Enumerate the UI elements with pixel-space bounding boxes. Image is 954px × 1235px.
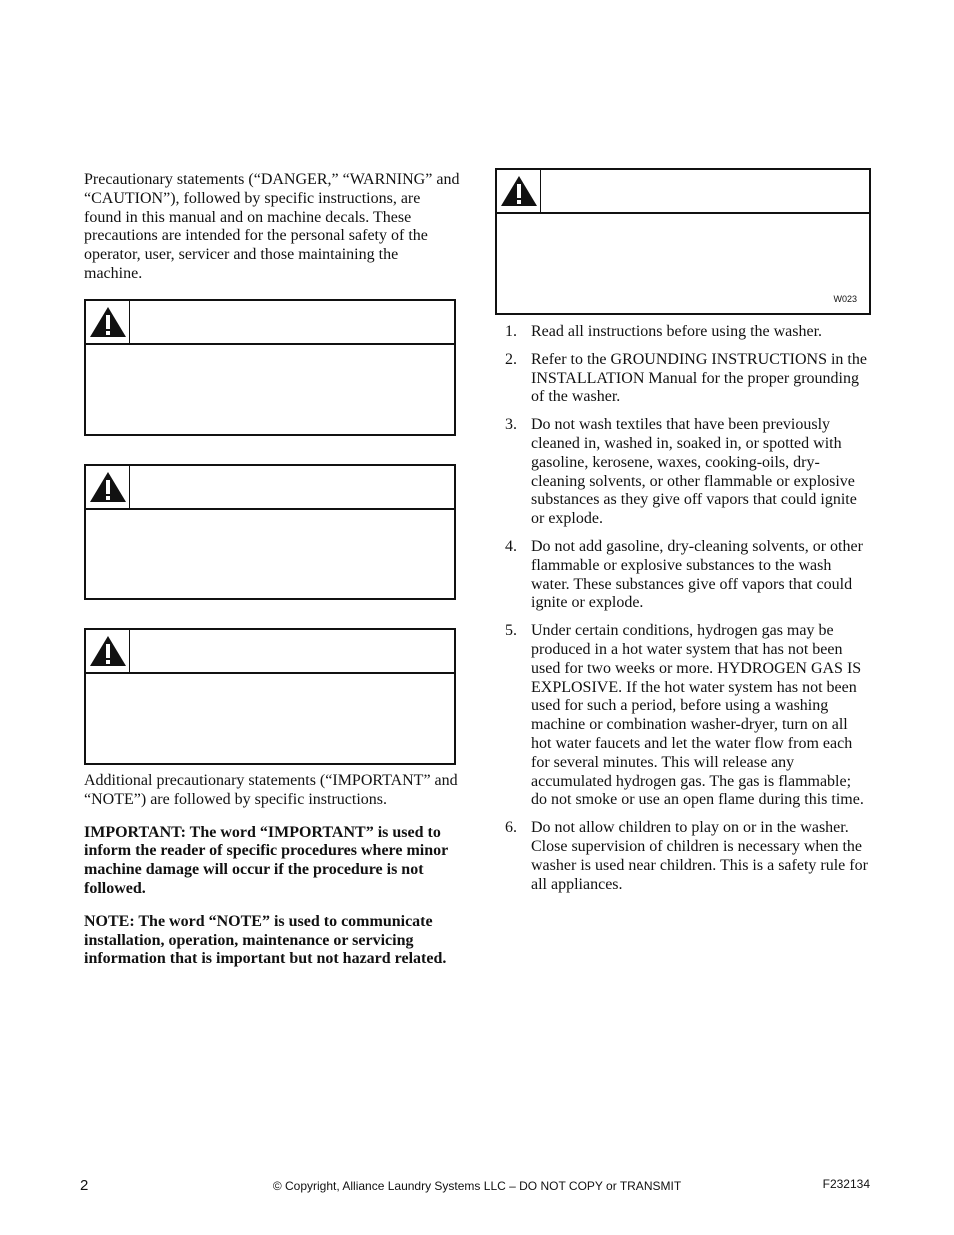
page-number: 2 [80, 1177, 89, 1194]
note-paragraph: NOTE: The word “NOTE” is used to communicate installation, operation, maintenance or servicing information that is important but not hazard related. [84, 912, 447, 968]
danger-box-header [86, 301, 454, 345]
warning-box-w023-header [497, 170, 869, 214]
left-column [84, 171, 460, 968]
list-item: 3. Do not wash textiles that have been previously cleaned in, washed in, soaked in, or spotted with gasoline, kerosene, waxes, cooking-oils, dry-cleaning solvents, or other flammable or explosive substances as they give off vapors that could ignite or explode. [505, 416, 857, 528]
warning-code: W023 [833, 294, 857, 304]
copyright-notice: © Copyright, Alliance Laundry Systems LLC – DO NOT COPY or TRANSMIT [272, 1179, 682, 1193]
warning-triangle-icon [86, 466, 130, 508]
intro-paragraph: Precautionary statements (“DANGER,” “WARNING” and “CAUTION”), followed by specific instructions, are found in this manual and on machine decals. These precautions are intended for the personal safety of the operator, user, servicer and those maintaining the machine. [84, 171, 460, 282]
list-item: 4. Do not add gasoline, dry-cleaning solvents, or other flammable or explosive substances to the wash water. These substances give off vapors that could ignite or explode. [505, 537, 863, 612]
additional-paragraph: Additional precautionary statements (“IMPORTANT” and “NOTE”) are followed by specific instructions. [84, 772, 458, 808]
additional-section [84, 772, 460, 969]
danger-box [84, 299, 456, 436]
warning-triangle-icon [497, 170, 541, 212]
list-item: 2. Refer to the GROUNDING INSTRUCTIONS in the INSTALLATION Manual for the proper grounding of the washer. [505, 350, 867, 406]
list-item: 5. Under certain conditions, hydrogen gas may be produced in a hot water system that has not been used for two weeks or more. HYDROGEN GAS IS EXPLOSIVE. If the hot water system has not been used for such a period, before using a washing machine or combination washer-dryer, turn on all hot water faucets and let the water flow from each for several minutes. This will release any accumulated hydrogen gas. The gas is flammable; do not smoke or use an open flame during this time. [505, 622, 864, 809]
page-footer [0, 1177, 954, 1197]
important-paragraph: IMPORTANT: The word “IMPORTANT” is used to inform the reader of specific procedures where minor machine damage will occur if the procedure is not followed. [84, 823, 448, 897]
warning-triangle-icon [86, 630, 130, 672]
warning-box [84, 464, 456, 600]
warning-box-w023 [495, 168, 871, 315]
warning-triangle-icon [86, 301, 130, 343]
warning-box-header [86, 466, 454, 510]
caution-box [84, 628, 456, 765]
document-number: F232134 [822, 1177, 870, 1191]
caution-box-header [86, 630, 454, 674]
list-item: 6. Do not allow children to play on or in the washer. Close supervision of children is necessary when the washer is used near children. This is a safety rule for all appliances. [505, 819, 868, 893]
list-item: 1. Read all instructions before using the washer. [505, 323, 823, 340]
safety-instructions-list [505, 323, 871, 903]
